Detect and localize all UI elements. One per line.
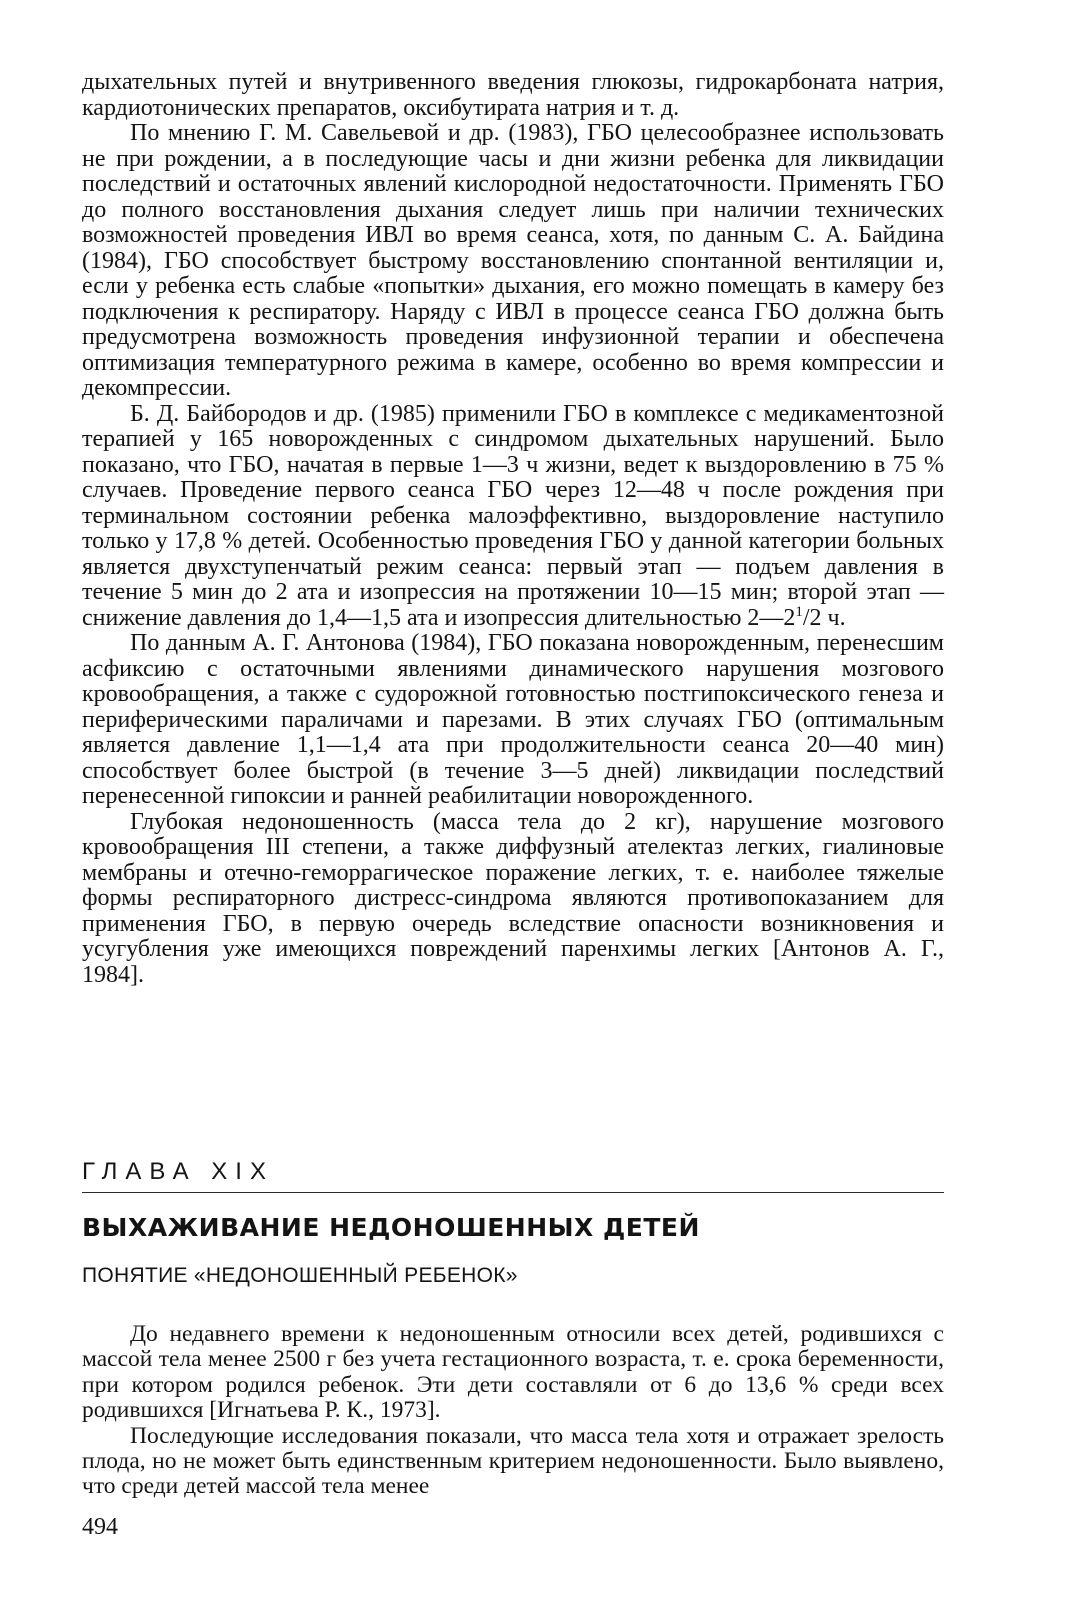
body-text-bottom — [82, 1322, 944, 1500]
chapter-rule — [82, 1192, 944, 1193]
paragraph: По данным А. Г. Антонова (1984), ГБО показана новорожденным, перенесшим асфиксию с остаточными явлениями динамического нарушения мозгового кровообращения, а также с судорожной готовностью постгипоксического генеза и периферическими параличами и парезами. В этих случаях ГБО (оптимальным является давление 1,1—1,4 ата при продолжительности сеанса 20—40 мин) способствует более быстрой (в течение 3—5 дней) ликвидации последствий перенесенной гипоксии и ранней реабилитации новорожденного. — [82, 630, 944, 809]
paragraph: Последующие исследования показали, что масса тела хотя и отражает зрелость плода, но не может быть единственным критерием недоношенности. Было выявлено, что среди детей массой тела менее — [82, 1422, 944, 1500]
body-text-top — [82, 70, 944, 988]
paragraph: До недавнего времени к недоношенным относили всех детей, родившихся с массой тела менее 2500 г без учета гестационного возраста, т. е. срока беременности, при котором родился ребенок. Эти дети составляли от 6 до 13,6 % среди всех родившихся [Игнатьева Р. К., 1973]. — [82, 1321, 944, 1424]
paragraph: дыхательных путей и внутривенного введения глюкозы, гидрокарбоната натрия, кардиотонических препаратов, оксибутирата натрия и т. д. — [82, 69, 944, 121]
section-title: ПОНЯТИЕ «НЕДОНОШЕННЫЙ РЕБЕНОК» — [82, 1264, 518, 1287]
paragraph-text: Б. Д. Байбородов и др. (1985) применили ГБО в комплексе с медикаментозной терапией у 165 новорожденных с синдромом дыхательных нарушений. Было показано, что ГБО, начатая в первые 1—3 ч жизни, ведет к выздоровлению в 75 % случаев. Проведение первого сеанса ГБО через 12—48 ч после рождения при терминальном состоянии ребенка малоэффективно, выздоровление наступило только у 17,8 % детей. Особенностью проведения ГБО у данной категории больных является двухступенчатый режим сеанса: первый этап — подъем давления в течение 5 мин до 2 ата и изопрессия на протяжении 10—15 мин; второй этап — снижение давления до 1,4—1,5 ата и изопрессия длительностью 2—2 — [82, 400, 944, 631]
superscript: 1 — [795, 603, 803, 620]
paragraph: По мнению Г. М. Савельевой и др. (1983), ГБО целесообразнее использовать не при рождении, а в последующие часы и дни жизни ребенка для ликвидации последствий и остаточных явлений кислородной недостаточности. Применять ГБО до полного восстановления дыхания следует лишь при наличии технических возможностей проведения ИВЛ во время сеанса, хотя, по данным С. А. Байдина (1984), ГБО способствует быстрому восстановлению спонтанной вентиляции и, если у ребенка есть слабые «попытки» дыхания, его можно помещать в камеру без подключения к респиратору. Наряду с ИВЛ в процессе сеанса ГБО должна быть предусмотрена возможность проведения инфузионной терапии и обеспечена оптимизация температурного режима в камере, особенно во время компрессии и декомпрессии. — [82, 120, 944, 401]
page-number: 494 — [82, 1514, 118, 1540]
paragraph-text-end: /2 ч. — [802, 604, 846, 631]
paragraph: Глубокая недоношенность (масса тела до 2 кг), нарушение мозгового кровообращения III степени, а также диффузный ателектаз легких, гиалиновые мембраны и отечно-геморрагическое поражение легких, т. е. наиболее тяжелые формы респираторного дистресс-синдрома являются противопоказанием для применения ГБО, в первую очередь вследствие опасности возникновения и усугубления уже имеющихся повреждений паренхимы легких [Антонов А. Г., 1984]. — [82, 808, 944, 988]
chapter-label: ГЛАВА XIX — [82, 1158, 274, 1185]
chapter-title: ВЫХАЖИВАНИЕ НЕДОНОШЕННЫХ ДЕТЕЙ — [82, 1213, 700, 1242]
paragraph — [82, 402, 944, 632]
